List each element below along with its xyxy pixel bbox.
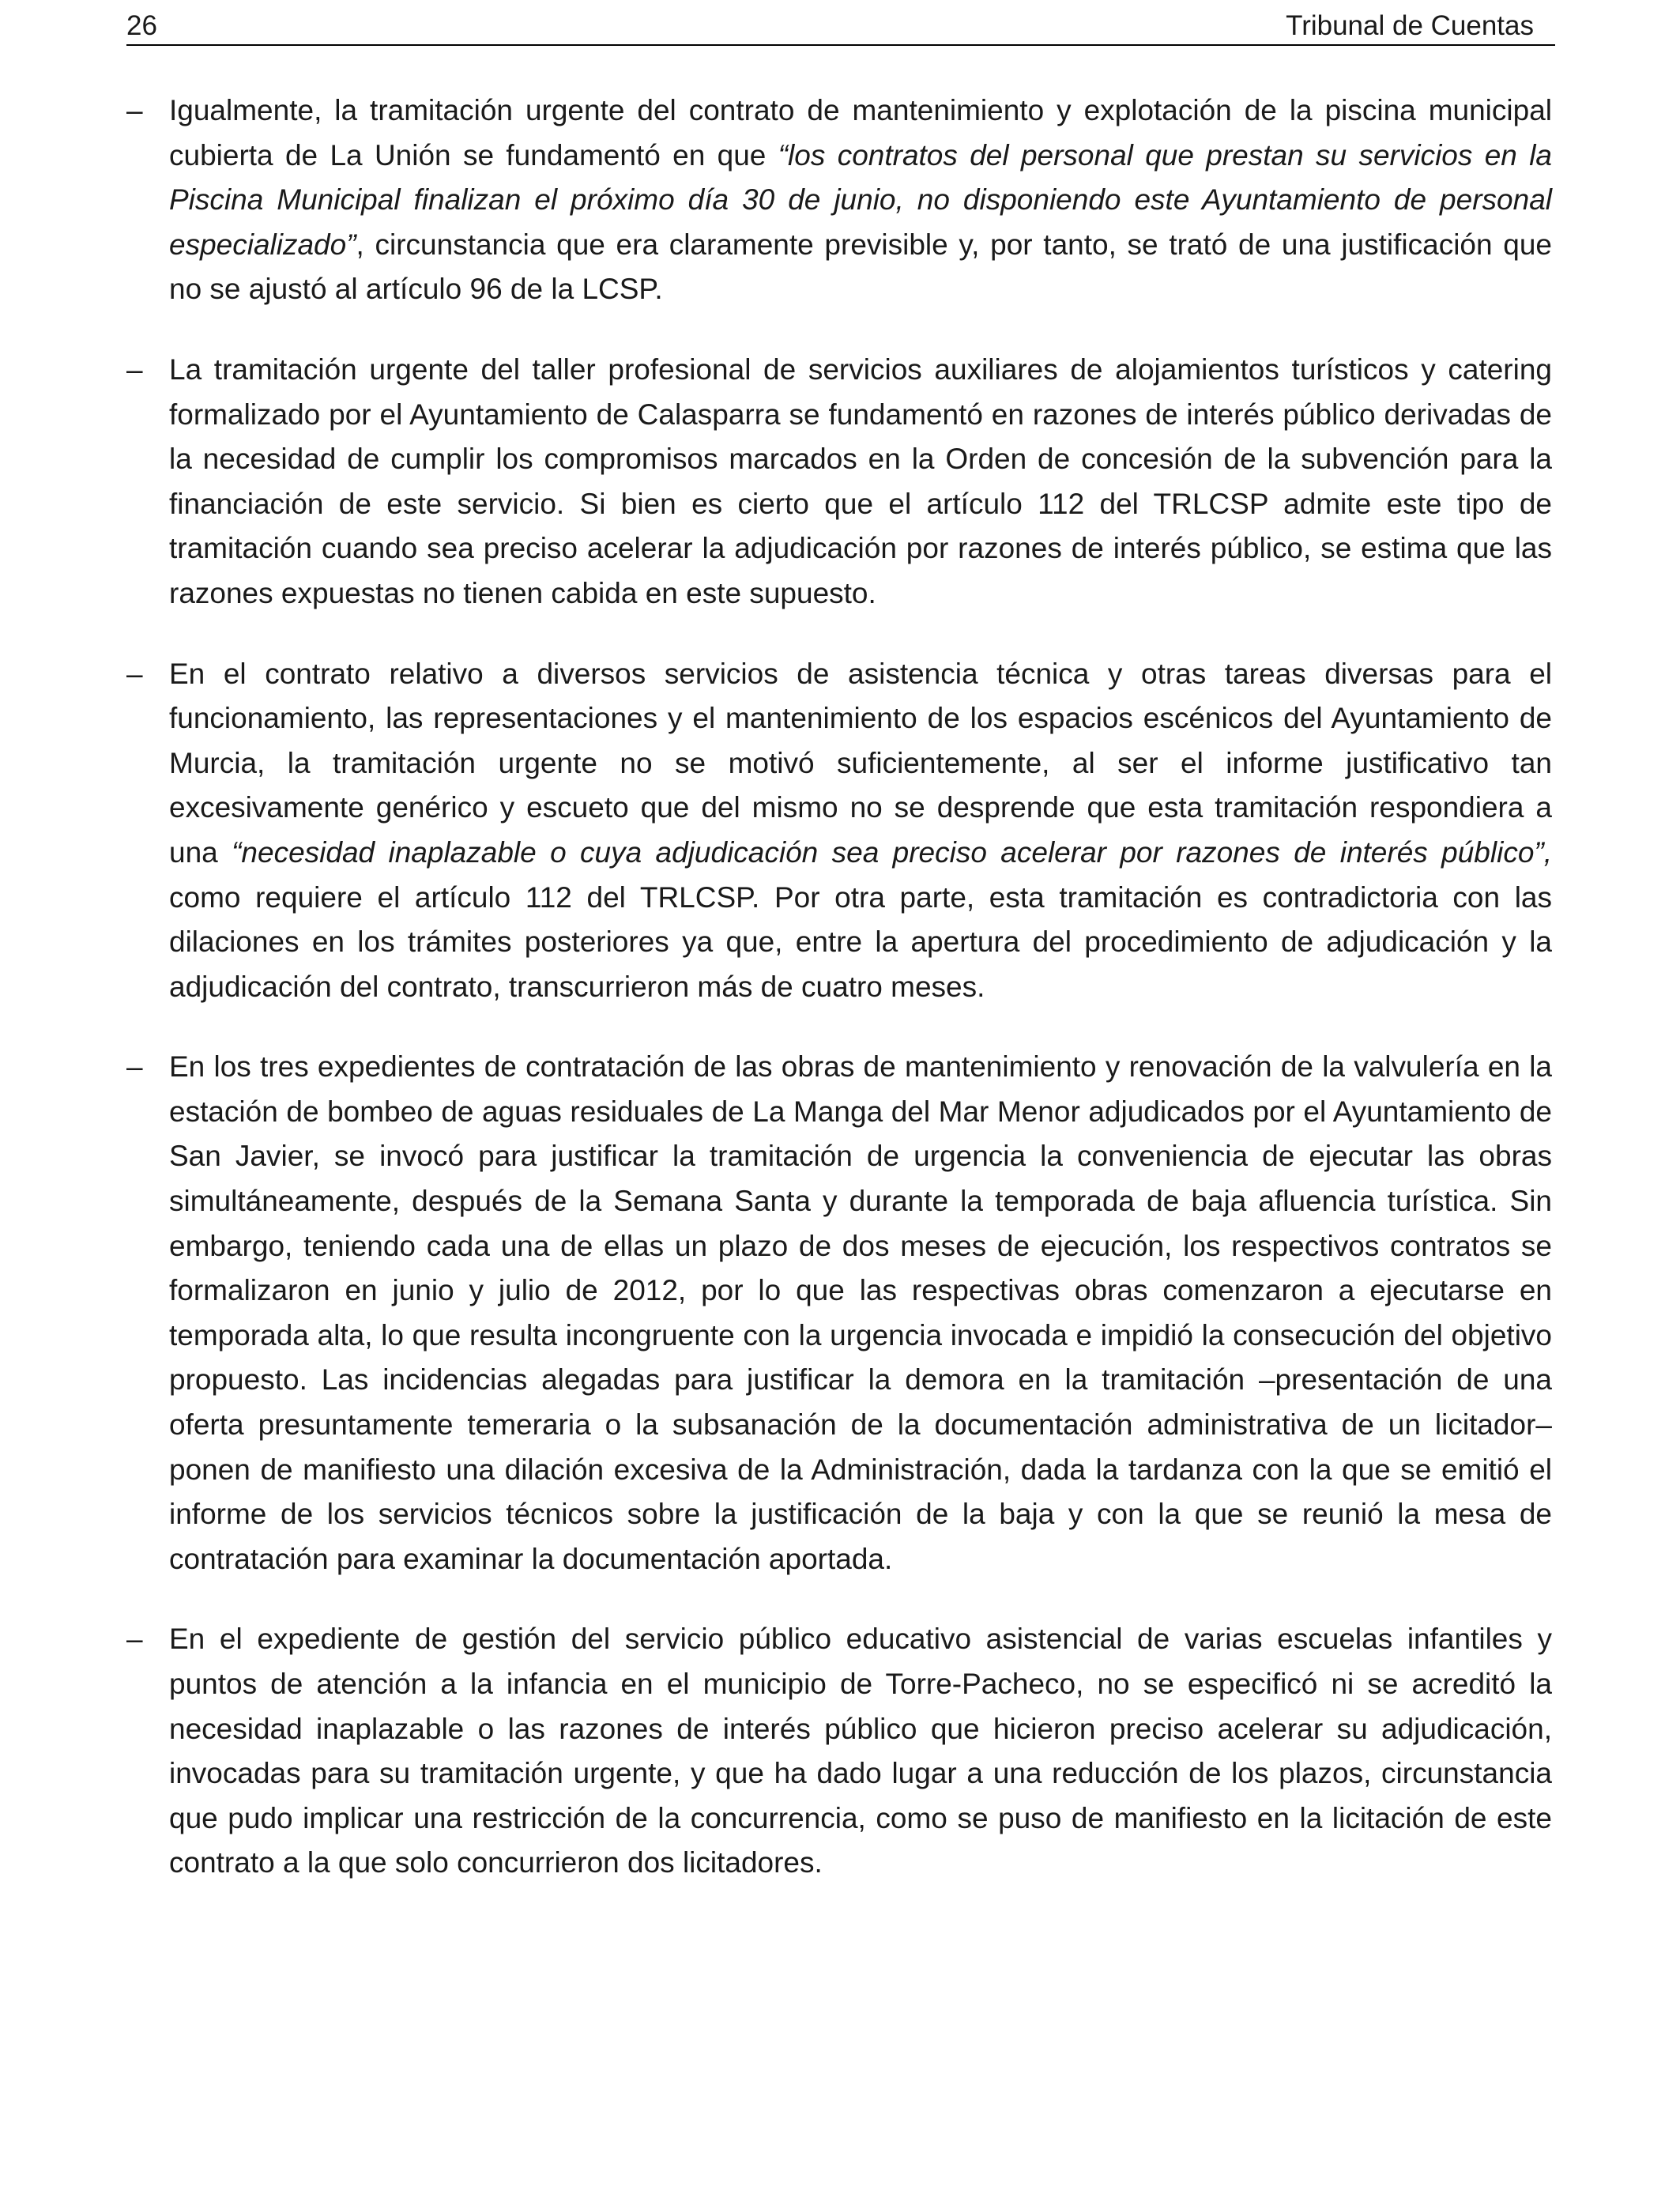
list-item	[126, 1045, 1552, 1581]
text-segment: En los tres expedientes de contratación de las obras de mantenimiento y renovación de la valvulería en la estación de bombeo de aguas residuales de La Manga del Mar Menor adjudicados por el Ayuntamiento de San Javier, se invocó para justificar la tramitación de urgencia la conveniencia de ejecutar las obras simultáneamente, después de la Semana Santa y durante la temporada de baja afluencia turística. Sin embargo, teniendo cada una de ellas un plazo de dos meses de ejecución, los respectivos contratos se formalizaron en junio y julio de 2012, por lo que las respectivas obras comenzaron a ejecutarse en temporada alta, lo que resulta incongruente con la urgencia invocada e impidió la consecución del objetivo propuesto. Las incidencias alegadas para justificar la demora en la tramitación –presentación de una oferta presuntamente temeraria o la subsanación de la documentación administrativa de un licitador– ponen de manifiesto una dilación excesiva de la Administración, dada la tardanza con la que se emitió el informe de los servicios técnicos sobre la justificación de la baja y con la que se reunió la mesa de contratación para examinar la documentación aportada.	[169, 1050, 1552, 1575]
text-segment: En el contrato relativo a diversos servicios de asistencia técnica y otras tareas diversas para el funcionamiento, las representaciones y el mantenimiento de los espacios escénicos del Ayuntamiento de Murcia, la tramitación urgente no se motivó suficientemente, al ser el informe justificativo tan excesivamente genérico y escueto que del mismo no se desprende que esta tramitación respondiera a una	[169, 657, 1552, 869]
dash-bullet: –	[126, 1623, 143, 1656]
paragraph	[169, 1045, 1552, 1581]
list-item	[126, 348, 1552, 616]
text-segment: En el expediente de gestión del servicio público educativo asistencial de varias escuelas infantiles y puntos de atención a la infancia en el municipio de Torre-Pacheco, no se especificó ni se acreditó la necesidad inaplazable o las razones de interés público que hicieron preciso acelerar su adjudicación, invocadas para su tramitación urgente, y que ha dado lugar a una reducción de los plazos, circunstancia que pudo implicar una restricción de la concurrencia, como se puso de manifiesto en la licitación de este contrato a la que solo concurrieron dos licitadores.	[169, 1623, 1552, 1879]
running-title: Tribunal de Cuentas	[1286, 10, 1534, 41]
dash-bullet: –	[126, 352, 143, 386]
page-header	[126, 8, 1555, 46]
paragraph	[169, 89, 1552, 312]
document-body	[126, 89, 1552, 1921]
page-number: 26	[126, 10, 157, 41]
quoted-text: “necesidad inaplazable o cuya adjudicación sea preciso acelerar por razones de interés público”,	[232, 835, 1552, 869]
paragraph	[169, 348, 1552, 616]
list-item	[126, 89, 1552, 312]
text-segment: , circunstancia que era claramente previsible y, por tanto, se trató de una justificación que no se ajustó al artículo 96 de la LCSP.	[169, 228, 1552, 306]
text-segment: La tramitación urgente del taller profesional de servicios auxiliares de alojamientos turísticos y catering formalizado por el Ayuntamiento de Calasparra se fundamentó en razones de interés público derivadas de la necesidad de cumplir los compromisos marcados en la Orden de concesión de la subvención para la financiación de este servicio. Si bien es cierto que el artículo 112 del TRLCSP admite este tipo de tramitación cuando sea preciso acelerar la adjudicación por razones de interés público, se estima que las razones expuestas no tienen cabida en este supuesto.	[169, 352, 1552, 609]
list-item	[126, 652, 1552, 1010]
dash-bullet: –	[126, 657, 143, 690]
dash-bullet: –	[126, 94, 143, 126]
text-segment: como requiere el artículo 112 del TRLCSP. Por otra parte, esta tramitación es contradictoria con las dilaciones en los trámites posteriores ya que, entre la apertura del procedimiento de adjudicación y la adjudicación del contrato, transcurrieron más de cuatro meses.	[169, 880, 1552, 1003]
paragraph	[169, 1617, 1552, 1886]
list-item	[126, 1617, 1552, 1886]
paragraph	[169, 652, 1552, 1010]
dash-bullet: –	[126, 1050, 143, 1084]
quoted-text: “los contratos del personal que prestan su servicios en la Piscina Municipal finalizan el próximo día 30 de junio, no disponiendo este Ayuntamiento de personal especializado”	[169, 138, 1552, 261]
text-segment: Igualmente, la tramitación urgente del contrato de mantenimiento y explotación de la piscina municipal cubierta de La Unión se fundamentó en que	[169, 94, 1552, 172]
